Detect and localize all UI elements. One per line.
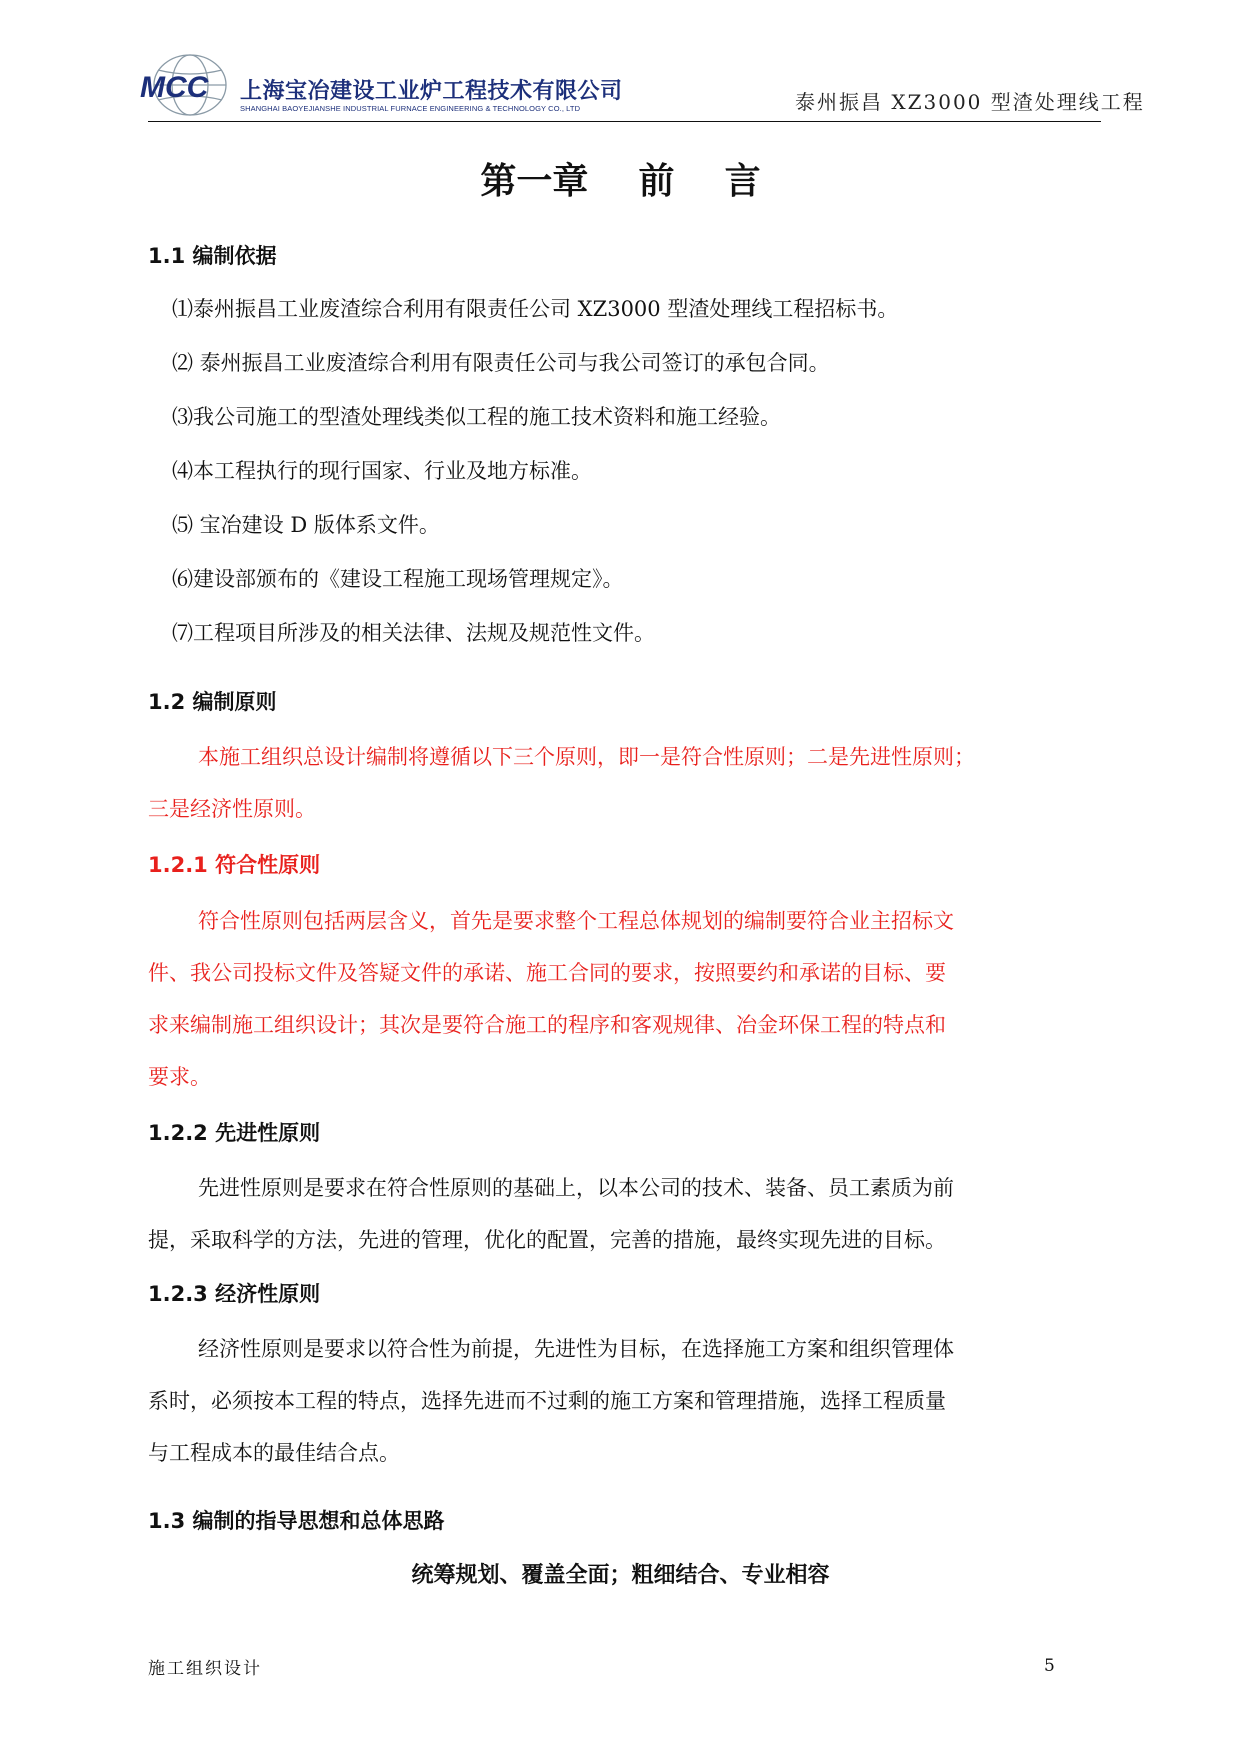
company-name-en: SHANGHAI BAOYEJIANSHE INDUSTRIAL FURNACE ENGINEERING & TECHNOLOGY CO., LTD <box>240 104 581 113</box>
list-item: ⑵ 泰州振昌工业废渣综合利用有限责任公司与我公司签订的承包合同。 <box>172 351 830 375</box>
paragraph-line: 符合性原则包括两层含义，首先是要求整个工程总体规划的编制要符合业主招标文 <box>198 909 954 933</box>
header-divider <box>148 121 1101 122</box>
page-number: 5 <box>1044 1656 1055 1676</box>
list-item: ⑶我公司施工的型渣处理线类似工程的施工技术资料和施工经验。 <box>172 405 781 429</box>
section-1-2-heading: 1.2 编制原则 <box>148 690 277 714</box>
logo-text: MCC <box>140 71 209 104</box>
paragraph-line: 件、我公司投标文件及答疑文件的承诺、施工合同的要求，按照要约和承诺的目标、要 <box>148 961 946 985</box>
list-item: ⑺工程项目所涉及的相关法律、法规及规范性文件。 <box>172 621 655 645</box>
paragraph-line: 先进性原则是要求在符合性原则的基础上，以本公司的技术、装备、员工素质为前 <box>198 1176 954 1200</box>
section-1-3-heading: 1.3 编制的指导思想和总体思路 <box>148 1509 445 1533</box>
section-1-2-1-heading: 1.2.1 符合性原则 <box>148 853 321 877</box>
mcc-logo <box>138 50 240 120</box>
guiding-principle-slogan: 统筹规划、覆盖全面；粗细结合、专业相容 <box>411 1563 830 1588</box>
chapter-title: 第一章 前 言 <box>480 161 761 202</box>
project-title: 泰州振昌 XZ3000 型渣处理线工程 <box>795 90 1145 114</box>
paragraph-line: 求来编制施工组织设计；其次是要符合施工的程序和客观规律、冶金环保工程的特点和 <box>148 1013 946 1037</box>
footer-doc-title: 施工组织设计 <box>148 1659 262 1679</box>
section-1-2-3-heading: 1.2.3 经济性原则 <box>148 1282 321 1306</box>
paragraph-line: 经济性原则是要求以符合性为前提，先进性为目标，在选择施工方案和组织管理体 <box>198 1337 954 1361</box>
paragraph-line: 系时，必须按本工程的特点，选择先进而不过剩的施工方案和管理措施，选择工程质量 <box>148 1389 946 1413</box>
paragraph-line: 要求。 <box>148 1065 211 1089</box>
paragraph-line: 提，采取科学的方法，先进的管理，优化的配置，完善的措施，最终实现先进的目标。 <box>148 1228 946 1252</box>
company-name-cn: 上海宝冶建设工业炉工程技术有限公司 <box>240 79 623 104</box>
section-1-2-2-heading: 1.2.2 先进性原则 <box>148 1121 321 1145</box>
paragraph-line: 与工程成本的最佳结合点。 <box>148 1441 400 1465</box>
list-item: ⑹建设部颁布的《建设工程施工现场管理规定》。 <box>172 567 624 591</box>
section-1-1-heading: 1.1 编制依据 <box>148 244 277 268</box>
principles-intro-line: 三是经济性原则。 <box>148 797 316 821</box>
list-item: ⑷本工程执行的现行国家、行业及地方标准。 <box>172 459 592 483</box>
principles-intro-line: 本施工组织总设计编制将遵循以下三个原则，即一是符合性原则；二是先进性原则； <box>198 745 975 769</box>
list-item: ⑸ 宝冶建设 D 版体系文件。 <box>172 513 440 537</box>
list-item: ⑴泰州振昌工业废渣综合利用有限责任公司 XZ3000 型渣处理线工程招标书。 <box>172 297 899 321</box>
